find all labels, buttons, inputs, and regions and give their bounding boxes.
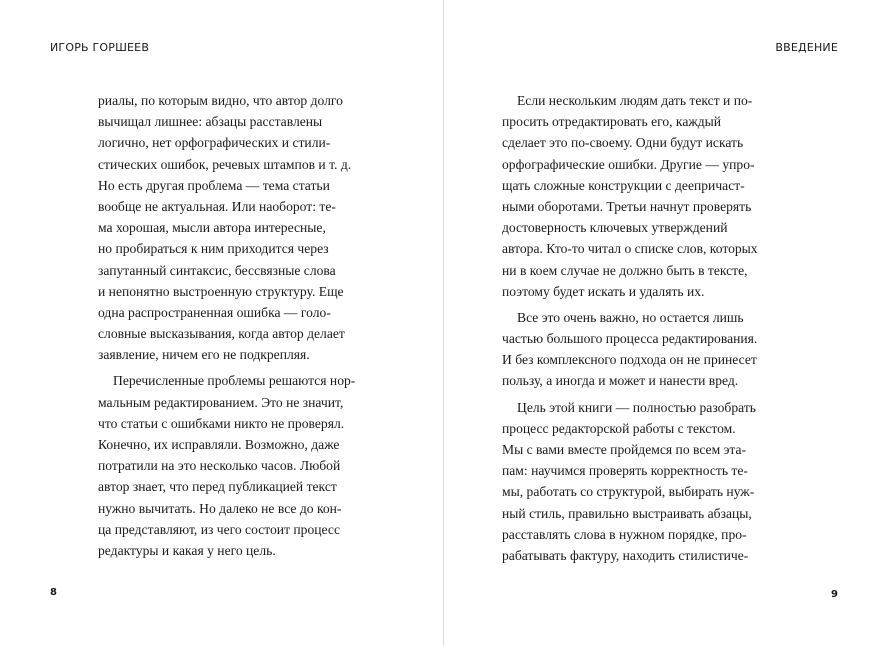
text-line: Мы с вами вместе пройдемся по всем эта- <box>502 442 747 457</box>
text-line: и непонятно выстроенную структуру. Еще <box>98 283 344 299</box>
text-line: ма хорошая, мысли автора интересные, <box>98 220 326 236</box>
text-line: ный стиль, правильно выстраивать абзацы, <box>502 505 752 521</box>
text-line: расставлять слова в нужном порядке, про- <box>502 526 747 542</box>
text-line: пам: научимся проверять корректность те- <box>502 463 748 479</box>
text-line: орфографические ошибки. Другие — упро- <box>502 156 755 172</box>
text-line: что статьи с ошибками никто не проверял. <box>98 415 345 431</box>
text-line: сделает это по-своему. Одни будут искать <box>502 135 744 151</box>
text-line: Но есть другая проблема — тема статьи <box>98 177 330 193</box>
text-line: мальным редактированием. Это не значит, <box>98 394 344 410</box>
paragraph <box>502 90 802 302</box>
text-line: мы, работать со структурой, выбирать нуж- <box>502 484 755 500</box>
text-line: ными оборотами. Третьи начнут проверять <box>502 198 752 214</box>
text-line: ни в коем случае не должно быть в тексте, <box>502 262 748 278</box>
text-line: поэтому будет искать и удалять их. <box>502 283 705 299</box>
text-line: Если нескольким людям дать текст и по- <box>517 93 753 108</box>
left-page-text <box>98 90 398 561</box>
text-line: Конечно, их исправляли. Возможно, даже <box>98 437 340 452</box>
running-head-chapter: ВВЕДЕНИЕ <box>775 41 838 54</box>
text-line: процесс редакторской работы с текстом. <box>502 420 736 436</box>
text-line: просить отредактировать его, каждый <box>502 114 722 130</box>
text-line: рабатывать фактуру, находить стилистиче- <box>502 547 749 563</box>
page-number-right: 9 <box>831 589 838 600</box>
text-line: вычищал лишнее: абзацы расставлены <box>98 114 323 130</box>
text-line: логично, нет орфографических и стили- <box>98 135 331 151</box>
running-head-author: ИГОРЬ ГОРШЕЕВ <box>50 41 150 54</box>
text-line: достоверность ключевых утверждений <box>502 220 728 236</box>
text-line: И без комплексного подхода он не принесет <box>502 352 757 368</box>
text-line: но пробираться к ним приходится через <box>98 241 329 257</box>
text-line: автора. Кто-то читал о списке слов, которых <box>502 241 758 257</box>
paragraph <box>98 370 398 561</box>
text-line: риалы, по которым видно, что автор долго <box>98 93 343 108</box>
text-line: ца представляют, из чего состоит процесс <box>98 521 340 537</box>
text-line: вообще не актуальная. Или наоборот: те- <box>98 198 336 214</box>
page-gutter <box>443 0 444 646</box>
text-line: Перечисленные проблемы решаются нор- <box>113 373 356 389</box>
text-line: стических ошибок, речевых штампов и т. д. <box>98 156 352 172</box>
text-line: заявление, ничем его не подкрепляя. <box>98 347 310 363</box>
text-line: автор знает, что перед публикацией текст <box>98 479 337 495</box>
text-line: запутанный синтаксис, бессвязные слова <box>98 262 336 278</box>
paragraph <box>502 397 802 567</box>
text-line: одна распространенная ошибка — голо- <box>98 304 331 320</box>
text-line: Цель этой книги — полностью разобрать <box>517 399 756 415</box>
text-line: частью большого процесса редактирования. <box>502 331 758 347</box>
text-line: редактуры и какая у него цель. <box>98 542 276 558</box>
text-line: пользу, а иногда и может и нанести вред. <box>502 373 739 389</box>
text-line: щать сложные конструкции с деепричаст- <box>502 177 745 193</box>
page-number-left: 8 <box>50 587 57 598</box>
text-line: потратили на это несколько часов. Любой <box>98 458 341 474</box>
text-line: Все это очень важно, но остается лишь <box>517 309 744 325</box>
paragraph <box>98 90 398 365</box>
right-page-text <box>502 90 802 566</box>
text-line: нужно вычитать. Но далеко не все до кон- <box>98 500 342 516</box>
text-line: словные высказывания, когда автор делает <box>98 326 345 342</box>
paragraph <box>502 307 802 392</box>
